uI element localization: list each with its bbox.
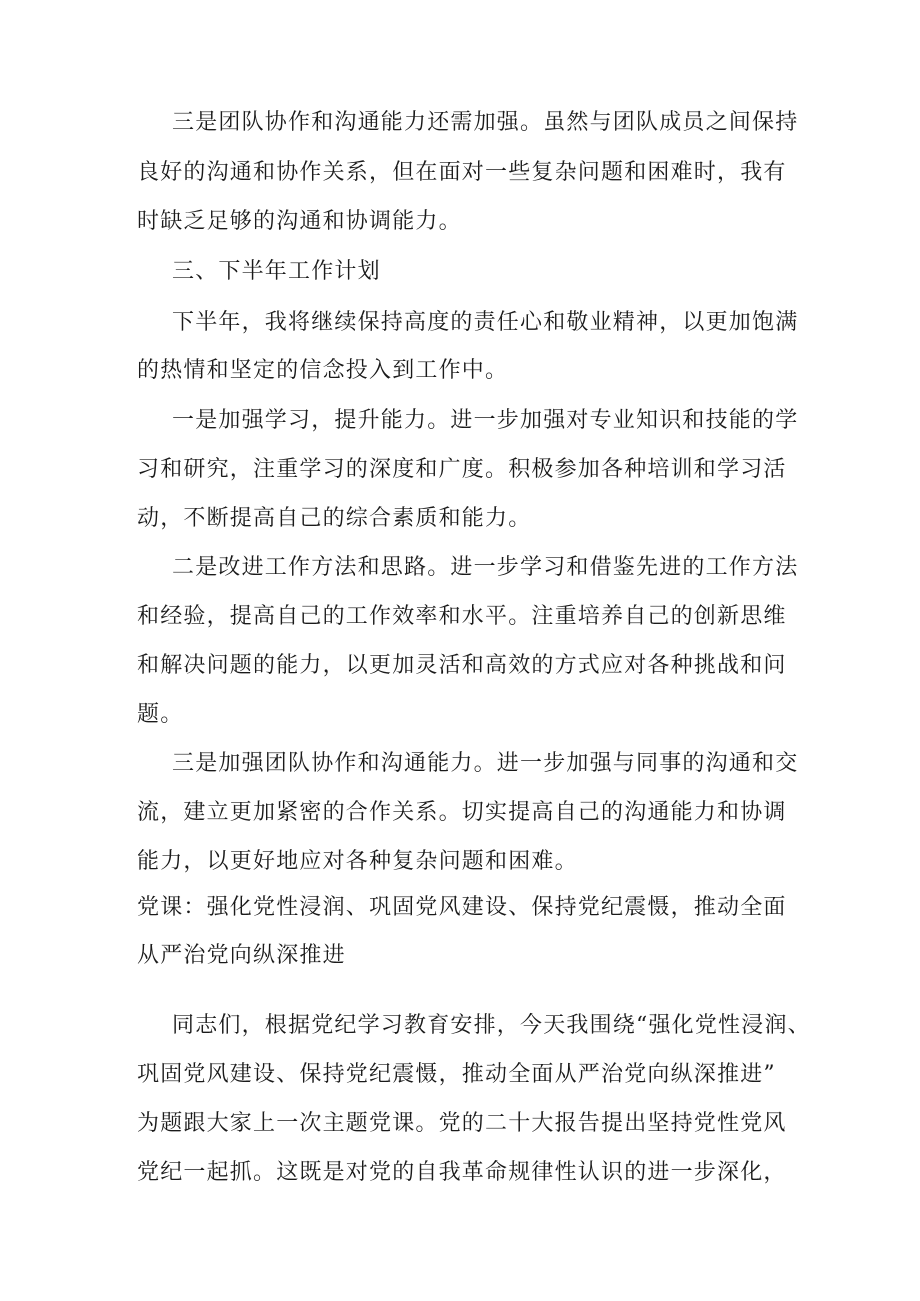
paragraph-line: 和经验，提高自己的工作效率和水平。注重培养自己的创新思维	[137, 604, 787, 629]
paragraph-line: 动，不断提高自己的综合素质和能力。	[137, 506, 532, 531]
paragraph-line: 题。	[137, 702, 184, 727]
paragraph-line: 良好的沟通和协作关系，但在面对一些复杂问题和困难时，我有	[137, 160, 787, 185]
paragraph-line: 习和研究，注重学习的深度和广度。积极参加各种培训和学习活	[137, 457, 787, 482]
paragraph-line: 二是改进工作方法和思路。进一步学习和借鉴先进的工作方法	[172, 555, 799, 580]
paragraph-line: 时缺乏足够的沟通和协调能力。	[137, 209, 462, 234]
paragraph-line: 巩固党风建设、保持党纪震慑，推动全面从严治党向纵深推进”	[137, 1062, 776, 1087]
paragraph-line: 党纪一起抓。这既是对党的自我革命规律性认识的进一步深化，	[137, 1160, 787, 1185]
paragraph-line: 三是团队协作和沟通能力还需加强。虽然与团队成员之间保持	[172, 110, 799, 135]
document-title: 从严治党向纵深推进	[137, 943, 346, 968]
paragraph-line: 为题跟大家上一次主题党课。党的二十大报告提出坚持党性党风	[137, 1111, 787, 1136]
paragraph-line: 流，建立更加紧密的合作关系。切实提高自己的沟通能力和协调	[137, 800, 787, 825]
paragraph-line: 一是加强学习，提升能力。进一步加强对专业知识和技能的学	[172, 408, 799, 433]
paragraph-line: 同志们，根据党纪学习教育安排，今天我围绕“强化党性浸润、	[172, 1013, 811, 1038]
paragraph-line: 下半年，我将继续保持高度的责任心和敬业精神，以更加饱满	[172, 310, 799, 335]
paragraph-line: 能力，以更好地应对各种复杂问题和困难。	[137, 849, 578, 874]
document-title: 党课：强化党性浸润、巩固党风建设、保持党纪震慑，推动全面	[137, 895, 787, 920]
paragraph-line: 的热情和坚定的信念投入到工作中。	[137, 358, 509, 383]
paragraph-line: 和解决问题的能力，以更加灵活和高效的方式应对各种挑战和问	[137, 653, 787, 678]
paragraph-line: 三是加强团队协作和沟通能力。进一步加强与同事的沟通和交	[172, 751, 799, 776]
section-heading: 三、下半年工作计划	[172, 259, 381, 284]
